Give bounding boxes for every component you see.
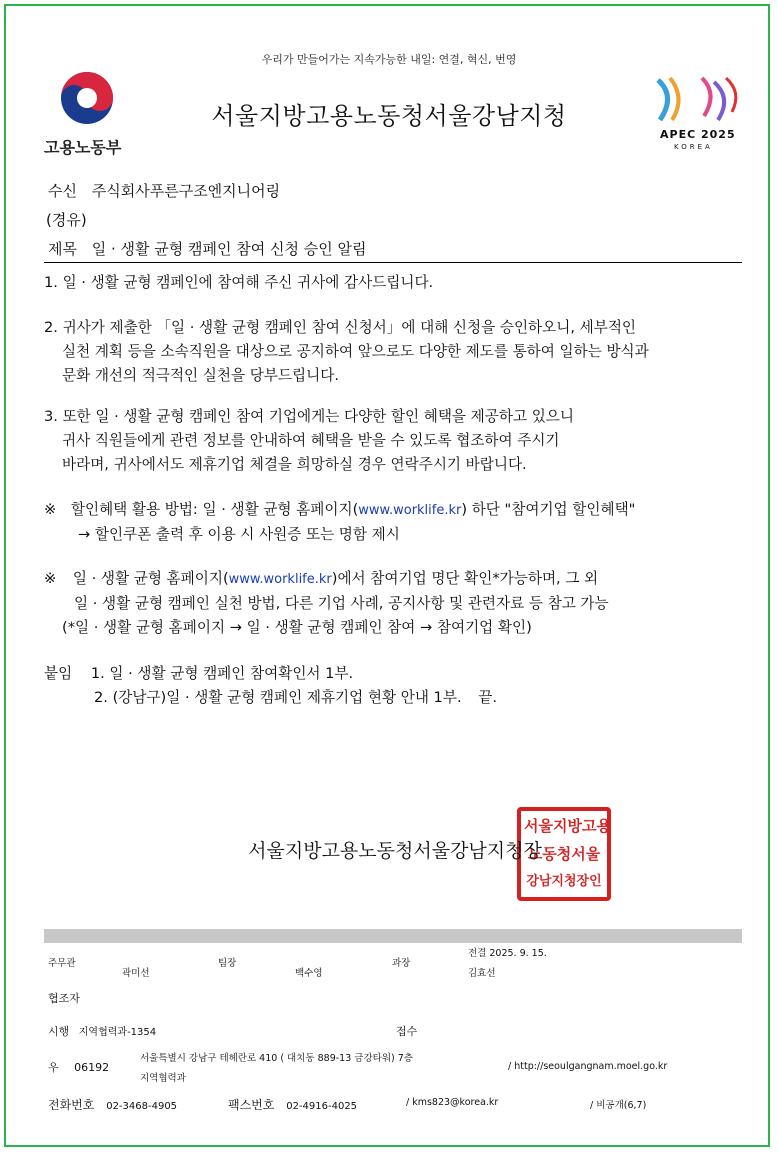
apec-logo-sub: KOREA xyxy=(674,143,713,151)
tel-label: 전화번호 xyxy=(48,1098,95,1112)
attachment-item: 1. 일 · 생활 균형 캠페인 참여확인서 1부. xyxy=(90,665,354,682)
fax-label: 팩스번호 xyxy=(228,1098,275,1112)
slogan: 우리가 만들어가는 지속가능한 내일: 연결, 혁신, 번영 xyxy=(261,53,517,66)
end-mark: 끝. xyxy=(478,689,497,706)
zip-label: 우 xyxy=(48,1061,59,1074)
note-text: 할인혜택 활용 방법: 일 · 생활 균형 홈페이지( xyxy=(70,501,359,518)
receipt-label: 접수 xyxy=(396,1025,418,1038)
footer-bar xyxy=(44,929,742,943)
zip-row xyxy=(48,1059,109,1075)
disclosure: / 비공개(6,7) xyxy=(590,1100,647,1111)
paragraph-1 xyxy=(44,271,433,295)
paragraph-line: 3. 또한 일 · 생활 균형 캠페인 참여 기업에게는 다양한 할인 혜택을 제공하고 있으니 xyxy=(44,408,574,425)
note-1 xyxy=(44,498,635,547)
worklife-link[interactable]: www.worklife.kr xyxy=(358,503,462,518)
attachments xyxy=(44,662,497,710)
coop-label: 협조자 xyxy=(48,992,80,1005)
seal-text: 노동청서울 xyxy=(527,845,601,863)
note-text: → 할인쿠폰 출력 후 이용 시 사원증 또는 명함 제시 xyxy=(78,526,400,543)
subject-label: 제목 xyxy=(48,240,77,258)
fax-row xyxy=(228,1096,357,1113)
note-2 xyxy=(44,567,609,640)
tel-row xyxy=(48,1096,177,1113)
note-text: ) 하단 "참여기업 할인혜택" xyxy=(461,501,636,518)
apec-emblem-icon xyxy=(652,72,744,124)
paragraph-line: 바라며, 귀사에서도 제휴기업 체결을 희망하실 경우 연락주시기 바랍니다. xyxy=(62,456,527,473)
paragraph-2 xyxy=(44,316,649,388)
note-text: )에서 참여기업 명단 확인*가능하며, 그 외 xyxy=(331,570,599,587)
exec-row xyxy=(48,1023,156,1039)
note-text: (*일 · 생활 균형 홈페이지 → 일 · 생활 균형 캠페인 참여 → 참여기업 확인) xyxy=(62,619,532,636)
address-line: 서울특별시 강남구 테헤란로 410 ( 대치동 889-13 금강타워) 7층 xyxy=(140,1053,413,1064)
issuer-name: 서울지방고용노동청서울강남지청장 xyxy=(248,840,542,862)
fax: 02-4916-4025 xyxy=(286,1101,358,1112)
note-mark: ※ xyxy=(44,570,57,587)
address-dept: 지역협력과 xyxy=(140,1073,186,1084)
decision-date: 전결 2025. 9. 15. xyxy=(468,948,547,959)
drafter-label: 주무관 xyxy=(48,958,76,969)
worklife-link[interactable]: www.worklife.kr xyxy=(228,572,332,587)
email[interactable]: / kms823@korea.kr xyxy=(406,1097,499,1108)
paragraph-line: 2. 귀사가 제출한 「일 · 생활 균형 캠페인 참여 신청서」에 대해 신청을 승인하오니, 세부적인 xyxy=(44,319,637,336)
org-title: 서울지방고용노동청서울강남지청 xyxy=(211,102,567,130)
apec-logo xyxy=(652,72,744,154)
paragraph-line: 귀사 직원들에게 관련 정보를 안내하여 혜택을 받을 수 있도록 협조하여 주시기 xyxy=(62,432,560,449)
subject: 일 · 생활 균형 캠페인 참여 신청 승인 알림 xyxy=(91,240,367,258)
note-mark: ※ xyxy=(44,501,57,518)
paragraph-line: 1. 일 · 생활 균형 캠페인에 참여해 주신 귀사에 감사드립니다. xyxy=(44,274,434,291)
recipient-label: 수신 xyxy=(48,182,77,200)
recipient: 주식회사푸른구조엔지니어링 xyxy=(91,182,281,200)
paragraph-3 xyxy=(44,405,574,477)
homepage-link[interactable]: / http://seoulgangnam.moel.go.kr xyxy=(508,1061,668,1072)
subject-row xyxy=(48,238,367,259)
team-name: 백수영 xyxy=(295,968,323,979)
tel: 02-3468-4905 xyxy=(106,1101,178,1112)
seal-text: 서울지방고용 xyxy=(524,817,611,835)
drafter-name: 곽미선 xyxy=(122,968,150,979)
moel-logo-text: 고용노동부 xyxy=(44,138,122,157)
zip: 06192 xyxy=(74,1061,110,1074)
via: (경유) xyxy=(46,211,87,229)
exec-label: 시행 xyxy=(48,1025,70,1038)
paragraph-line: 실천 계획 등을 소속직원을 대상으로 공지하여 앞으로도 다양한 제도를 통하여 일하는 방식과 xyxy=(62,343,649,360)
paragraph-line: 문화 개선의 적극적인 실천을 당부드립니다. xyxy=(62,367,339,384)
attachment-item: 2. (강남구)일 · 생활 균형 캠페인 제휴기업 현황 안내 1부. xyxy=(94,689,462,706)
exec-value: 지역협력과-1354 xyxy=(78,1027,157,1038)
seal-text: 강남지청장인 xyxy=(526,874,602,889)
header-divider xyxy=(44,262,742,263)
note-text: 일 · 생활 균형 홈페이지( xyxy=(72,570,229,587)
chief-name: 김효선 xyxy=(468,968,496,979)
team-label: 팀장 xyxy=(218,958,237,969)
attach-label: 붙임 xyxy=(44,665,73,682)
apec-logo-text: APEC 2025 xyxy=(660,128,736,141)
note-text: 일 · 생활 균형 캠페인 실천 방법, 다른 기업 사례, 공지사항 및 관련자료 등 참고 가능 xyxy=(74,595,609,612)
recipient-row xyxy=(48,180,280,201)
chief-label: 과장 xyxy=(392,958,411,969)
